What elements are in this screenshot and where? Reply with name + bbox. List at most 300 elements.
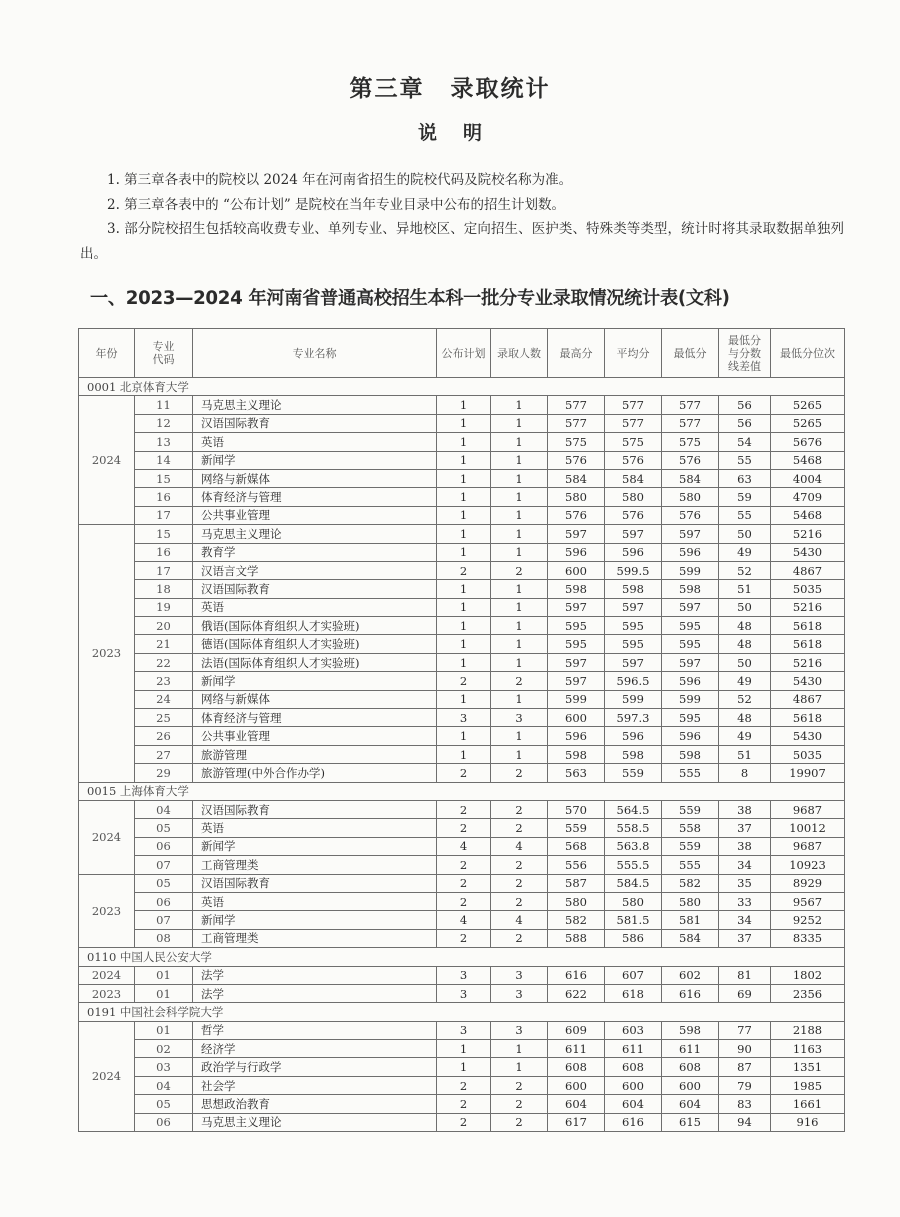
admitted-cell: 2 [491,929,548,947]
max-score-cell: 595 [548,635,605,653]
diff-cell: 50 [719,525,771,543]
diff-cell: 52 [719,690,771,708]
table-row [79,727,845,745]
diff-cell: 35 [719,874,771,892]
min-score-cell: 602 [662,966,719,984]
max-score-cell: 599 [548,690,605,708]
rank-cell: 5216 [771,653,845,671]
rank-cell: 5216 [771,525,845,543]
major-cell: 政治学与行政学 [193,1058,437,1076]
max-score-cell: 598 [548,580,605,598]
min-score-cell: 559 [662,837,719,855]
avg-score-cell: 595 [605,617,662,635]
plan-cell: 3 [437,709,491,727]
diff-cell: 55 [719,451,771,469]
table-row [79,745,845,763]
major-cell: 英语 [193,892,437,910]
table-row [79,929,845,947]
major-cell: 旅游管理 [193,745,437,763]
avg-score-cell: 581.5 [605,911,662,929]
year-cell: 2023 [79,874,135,948]
table-row [79,690,845,708]
min-score-cell: 582 [662,874,719,892]
min-score-cell: 559 [662,800,719,818]
min-score-cell: 599 [662,561,719,579]
min-score-cell: 584 [662,469,719,487]
year-cell: 2024 [79,396,135,525]
plan-cell: 1 [437,414,491,432]
diff-cell: 83 [719,1095,771,1113]
min-score-cell: 596 [662,727,719,745]
max-score-cell: 600 [548,561,605,579]
code-cell: 13 [135,433,193,451]
min-score-cell: 597 [662,525,719,543]
diff-cell: 50 [719,598,771,616]
diff-cell: 34 [719,856,771,874]
max-score-cell: 580 [548,488,605,506]
major-cell: 法语(国际体育组织人才实验班) [193,653,437,671]
rank-cell: 8929 [771,874,845,892]
year-cell: 2023 [79,984,135,1002]
admission-stats-table [78,328,845,1132]
max-score-cell: 584 [548,469,605,487]
rank-cell: 9687 [771,800,845,818]
admitted-cell: 1 [491,488,548,506]
code-cell: 25 [135,709,193,727]
max-score-cell: 622 [548,984,605,1002]
min-score-cell: 580 [662,892,719,910]
table-row [79,1113,845,1131]
admitted-cell: 2 [491,892,548,910]
table-row [79,451,845,469]
max-score-cell: 609 [548,1021,605,1039]
plan-cell: 2 [437,1095,491,1113]
diff-cell: 52 [719,561,771,579]
year-cell: 2023 [79,525,135,782]
table-row [79,874,845,892]
diff-cell: 34 [719,911,771,929]
min-score-cell: 600 [662,1076,719,1094]
min-score-cell: 597 [662,653,719,671]
admitted-cell: 2 [491,764,548,782]
major-cell: 新闻学 [193,837,437,855]
max-score-cell: 588 [548,929,605,947]
diff-cell: 55 [719,506,771,524]
code-cell: 05 [135,819,193,837]
diff-cell: 48 [719,617,771,635]
rank-cell: 1661 [771,1095,845,1113]
rank-cell: 916 [771,1113,845,1131]
min-score-cell: 581 [662,911,719,929]
code-cell: 05 [135,1095,193,1113]
major-cell: 汉语国际教育 [193,414,437,432]
max-score-cell: 577 [548,414,605,432]
table-row [79,561,845,579]
max-score-cell: 597 [548,525,605,543]
admitted-cell: 1 [491,727,548,745]
avg-score-cell: 559 [605,764,662,782]
diff-cell: 50 [719,653,771,671]
plan-cell: 3 [437,1021,491,1039]
max-score-cell: 576 [548,451,605,469]
diff-cell: 87 [719,1058,771,1076]
rank-cell: 4867 [771,561,845,579]
plan-cell: 1 [437,580,491,598]
table-row [79,1021,845,1039]
university-row [79,948,845,966]
diff-cell: 51 [719,580,771,598]
major-cell: 英语 [193,598,437,616]
plan-cell: 1 [437,525,491,543]
table-row [79,469,845,487]
admitted-cell: 1 [491,543,548,561]
max-score-cell: 596 [548,543,605,561]
diff-cell: 90 [719,1040,771,1058]
min-score-cell: 615 [662,1113,719,1131]
table-row [79,1076,845,1094]
rank-cell: 2188 [771,1021,845,1039]
code-cell: 16 [135,543,193,561]
avg-score-cell: 575 [605,433,662,451]
max-score-cell: 570 [548,800,605,818]
plan-cell: 1 [437,506,491,524]
avg-score-cell: 597 [605,598,662,616]
table-body [79,378,845,1132]
major-cell: 汉语国际教育 [193,580,437,598]
plan-cell: 2 [437,672,491,690]
plan-cell: 1 [437,488,491,506]
min-score-cell: 598 [662,1021,719,1039]
admitted-cell: 3 [491,966,548,984]
table-row [79,433,845,451]
avg-score-cell: 576 [605,451,662,469]
major-cell: 汉语国际教育 [193,800,437,818]
major-cell: 法学 [193,984,437,1002]
code-cell: 15 [135,469,193,487]
plan-cell: 1 [437,1058,491,1076]
avg-score-cell: 586 [605,929,662,947]
table-row [79,635,845,653]
max-score-cell: 616 [548,966,605,984]
code-cell: 19 [135,598,193,616]
avg-score-cell: 577 [605,414,662,432]
rank-cell: 19907 [771,764,845,782]
header-diff: 最低分与分数线差值 [719,329,771,378]
table-row [79,856,845,874]
min-score-cell: 555 [662,764,719,782]
major-cell: 新闻学 [193,911,437,929]
rank-cell: 5265 [771,396,845,414]
plan-cell: 1 [437,635,491,653]
code-cell: 07 [135,856,193,874]
table-row [79,525,845,543]
plan-cell: 1 [437,396,491,414]
code-cell: 23 [135,672,193,690]
rank-cell: 5618 [771,709,845,727]
table-row [79,892,845,910]
diff-cell: 77 [719,1021,771,1039]
table-row [79,653,845,671]
plan-cell: 3 [437,984,491,1002]
min-score-cell: 598 [662,580,719,598]
admitted-cell: 2 [491,856,548,874]
admitted-cell: 4 [491,911,548,929]
rank-cell: 4709 [771,488,845,506]
code-cell: 27 [135,745,193,763]
plan-cell: 4 [437,911,491,929]
min-score-cell: 576 [662,451,719,469]
admitted-cell: 1 [491,396,548,414]
major-cell: 旅游管理(中外合作办学) [193,764,437,782]
diff-cell: 33 [719,892,771,910]
diff-cell: 56 [719,414,771,432]
min-score-cell: 577 [662,396,719,414]
table-header-row [79,329,845,378]
major-cell: 汉语言文学 [193,561,437,579]
year-cell: 2024 [79,1021,135,1131]
explanation-notes [80,168,844,266]
note-2: 2. 第三章各表中的 “公布计划” 是院校在当年专业目录中公布的招生计划数。 [107,196,566,213]
major-cell: 体育经济与管理 [193,488,437,506]
code-cell: 11 [135,396,193,414]
table-row [79,984,845,1002]
table-row [79,1058,845,1076]
admitted-cell: 1 [491,433,548,451]
year-cell: 2024 [79,966,135,984]
code-cell: 26 [135,727,193,745]
plan-cell: 1 [437,1040,491,1058]
diff-cell: 79 [719,1076,771,1094]
avg-score-cell: 598 [605,580,662,598]
plan-cell: 1 [437,598,491,616]
plan-cell: 2 [437,892,491,910]
code-cell: 12 [135,414,193,432]
major-cell: 马克思主义理论 [193,525,437,543]
max-score-cell: 600 [548,709,605,727]
min-score-cell: 604 [662,1095,719,1113]
rank-cell: 5468 [771,451,845,469]
year-cell: 2024 [79,800,135,874]
plan-cell: 2 [437,1076,491,1094]
rank-cell: 5618 [771,617,845,635]
avg-score-cell: 597 [605,525,662,543]
plan-cell: 1 [437,433,491,451]
rank-cell: 4867 [771,690,845,708]
max-score-cell: 598 [548,745,605,763]
note-3: 3. 部分院校招生包括较高收费专业、单列专业、异地校区、定向招生、医护类、特殊类等类型，统计时将其录取数据单独列出。 [80,221,844,262]
admitted-cell: 2 [491,874,548,892]
avg-score-cell: 603 [605,1021,662,1039]
rank-cell: 5618 [771,635,845,653]
admitted-cell: 3 [491,984,548,1002]
table-row [79,819,845,837]
chapter-title [0,70,900,103]
admitted-cell: 3 [491,1021,548,1039]
avg-score-cell: 599.5 [605,561,662,579]
diff-cell: 63 [719,469,771,487]
plan-cell: 1 [437,745,491,763]
code-cell: 18 [135,580,193,598]
major-cell: 思想政治教育 [193,1095,437,1113]
major-cell: 德语(国际体育组织人才实验班) [193,635,437,653]
code-cell: 21 [135,635,193,653]
code-cell: 02 [135,1040,193,1058]
plan-cell: 2 [437,929,491,947]
note-1: 1. 第三章各表中的院校以 2024 年在河南省招生的院校代码及院校名称为准。 [107,172,573,188]
code-cell: 16 [135,488,193,506]
diff-cell: 49 [719,727,771,745]
max-score-cell: 608 [548,1058,605,1076]
diff-cell: 69 [719,984,771,1002]
header-plan: 公布计划 [437,329,491,378]
university-name: 0015 上海体育大学 [79,782,845,800]
plan-cell: 2 [437,874,491,892]
admitted-cell: 2 [491,800,548,818]
code-cell: 17 [135,561,193,579]
min-score-cell: 576 [662,506,719,524]
table-row [79,966,845,984]
admitted-cell: 2 [491,672,548,690]
max-score-cell: 568 [548,837,605,855]
avg-score-cell: 611 [605,1040,662,1058]
rank-cell: 5430 [771,543,845,561]
header-min-score: 最低分 [662,329,719,378]
rank-cell: 5468 [771,506,845,524]
explanation-heading: 说明 [417,122,508,144]
admitted-cell: 1 [491,451,548,469]
major-cell: 英语 [193,819,437,837]
avg-score-cell: 596.5 [605,672,662,690]
code-cell: 06 [135,892,193,910]
avg-score-cell: 608 [605,1058,662,1076]
avg-score-cell: 596 [605,543,662,561]
min-score-cell: 595 [662,709,719,727]
avg-score-cell: 616 [605,1113,662,1131]
admitted-cell: 1 [491,635,548,653]
avg-score-cell: 598 [605,745,662,763]
diff-cell: 8 [719,764,771,782]
avg-score-cell: 580 [605,892,662,910]
code-cell: 15 [135,525,193,543]
avg-score-cell: 604 [605,1095,662,1113]
major-cell: 哲学 [193,1021,437,1039]
table-row [79,580,845,598]
rank-cell: 1351 [771,1058,845,1076]
diff-cell: 38 [719,837,771,855]
max-score-cell: 577 [548,396,605,414]
major-cell: 网络与新媒体 [193,690,437,708]
code-cell: 03 [135,1058,193,1076]
major-cell: 新闻学 [193,451,437,469]
max-score-cell: 600 [548,1076,605,1094]
min-score-cell: 558 [662,819,719,837]
max-score-cell: 587 [548,874,605,892]
university-row [79,782,845,800]
avg-score-cell: 595 [605,635,662,653]
avg-score-cell: 563.8 [605,837,662,855]
max-score-cell: 611 [548,1040,605,1058]
rank-cell: 5035 [771,745,845,763]
diff-cell: 37 [719,929,771,947]
plan-cell: 1 [437,653,491,671]
plan-cell: 2 [437,764,491,782]
admitted-cell: 1 [491,617,548,635]
max-score-cell: 575 [548,433,605,451]
admitted-cell: 1 [491,469,548,487]
plan-cell: 1 [437,543,491,561]
admitted-cell: 4 [491,837,548,855]
rank-cell: 9687 [771,837,845,855]
rank-cell: 5216 [771,598,845,616]
rank-cell: 5430 [771,727,845,745]
max-score-cell: 563 [548,764,605,782]
major-cell: 工商管理类 [193,856,437,874]
admitted-cell: 2 [491,1076,548,1094]
avg-score-cell: 618 [605,984,662,1002]
plan-cell: 4 [437,837,491,855]
min-score-cell: 596 [662,543,719,561]
diff-cell: 51 [719,745,771,763]
rank-cell: 1802 [771,966,845,984]
max-score-cell: 596 [548,727,605,745]
rank-cell: 10923 [771,856,845,874]
table-row [79,414,845,432]
table-row [79,837,845,855]
admitted-cell: 2 [491,819,548,837]
admitted-cell: 1 [491,525,548,543]
avg-score-cell: 584.5 [605,874,662,892]
plan-cell: 1 [437,690,491,708]
table-row [79,709,845,727]
min-score-cell: 595 [662,617,719,635]
code-cell: 01 [135,966,193,984]
section-title: 一、2023—2024 年河南省普通高校招生本科一批分专业录取情况统计表(文科) [90,288,730,309]
plan-cell: 2 [437,1113,491,1131]
rank-cell: 5035 [771,580,845,598]
table-row [79,672,845,690]
code-cell: 01 [135,1021,193,1039]
admitted-cell: 1 [491,745,548,763]
diff-cell: 49 [719,672,771,690]
code-cell: 29 [135,764,193,782]
min-score-cell: 616 [662,984,719,1002]
plan-cell: 2 [437,561,491,579]
admitted-cell: 1 [491,1040,548,1058]
code-cell: 17 [135,506,193,524]
min-score-cell: 611 [662,1040,719,1058]
major-cell: 教育学 [193,543,437,561]
university-name: 0110 中国人民公安大学 [79,948,845,966]
plan-cell: 1 [437,451,491,469]
avg-score-cell: 596 [605,727,662,745]
max-score-cell: 582 [548,911,605,929]
max-score-cell: 604 [548,1095,605,1113]
table-row [79,800,845,818]
code-cell: 06 [135,837,193,855]
plan-cell: 2 [437,819,491,837]
header-major: 专业名称 [193,329,437,378]
chapter-name: 录取统计 [450,76,551,102]
diff-cell: 38 [719,800,771,818]
min-score-cell: 608 [662,1058,719,1076]
major-cell: 工商管理类 [193,929,437,947]
rank-cell: 2356 [771,984,845,1002]
admitted-cell: 3 [491,709,548,727]
code-cell: 01 [135,984,193,1002]
table-row [79,543,845,561]
diff-cell: 48 [719,709,771,727]
code-cell: 07 [135,911,193,929]
